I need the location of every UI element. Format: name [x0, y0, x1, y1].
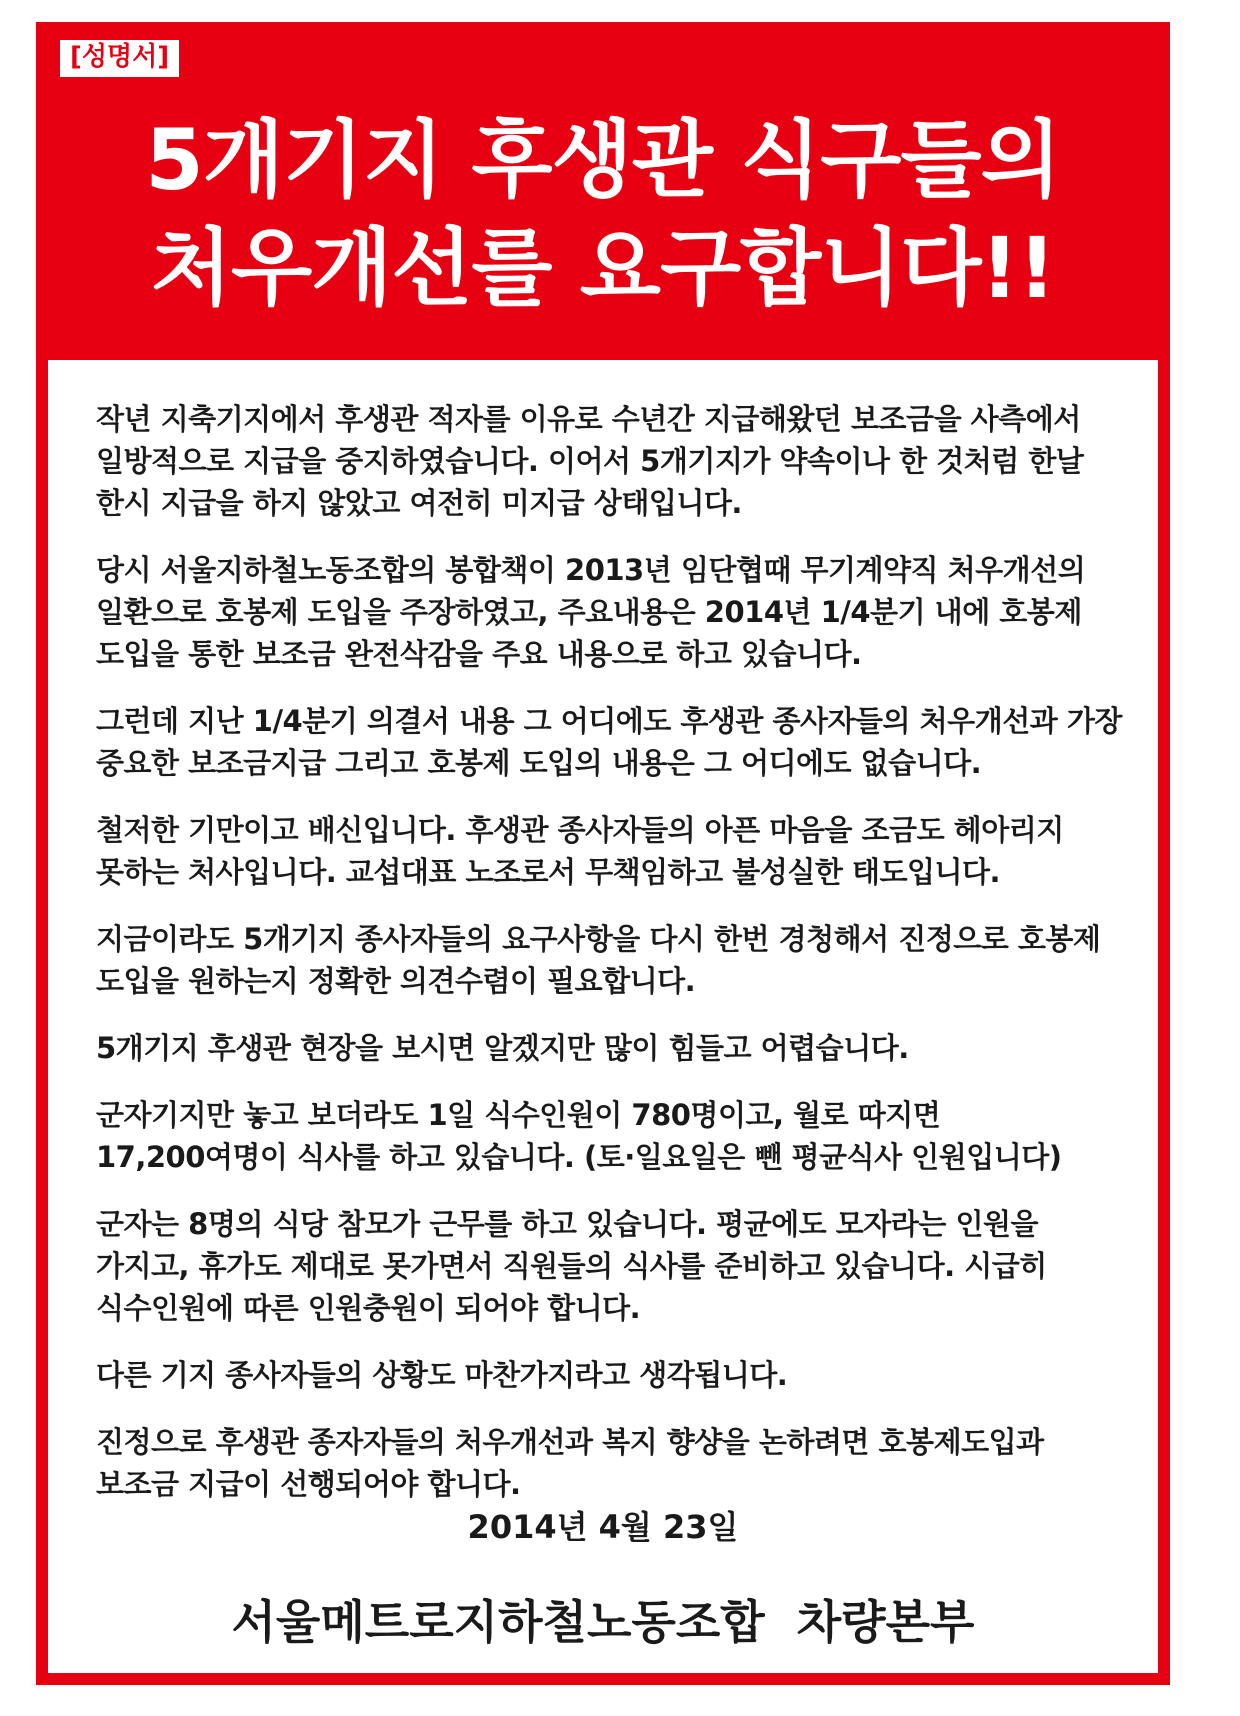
- statement-title: [48, 106, 1158, 322]
- statement-signature: 서울메트로지하철노동조합 차량본부: [231, 1595, 975, 1649]
- statement-body: [96, 398, 1126, 1530]
- statement-frame: [36, 22, 1170, 1685]
- paragraph-2: 당시 서울지하철노동조합의 봉합책이 2013년 임단협때 무기계약직 처우개선의 일환으로 호봉제 도입을 주장하였고, 주요내용은 2014년 1/4분기 내에 호봉제 도입을 통한 보조금 완전삭감을 주요 내용으로 하고 있습니다.: [96, 553, 1086, 671]
- paragraph-9: 다른 기지 종사자들의 상황도 마찬가지라고 생각됩니다.: [96, 1358, 788, 1392]
- paragraph-5: 지금이라도 5개기지 종사자들의 요구사항을 다시 한번 경청해서 진정으로 호봉제 도입을 원하는지 정확한 의견수렴이 필요합니다.: [96, 922, 1101, 998]
- statement-date: 2014년 4월 23일: [467, 1508, 739, 1546]
- statement-header: [48, 34, 1158, 360]
- statement-badge: [성명서]: [60, 40, 179, 77]
- title-line-2: 처우개선를 요구합니다!!: [150, 219, 1056, 317]
- paragraph-7: 군자기지만 놓고 보더라도 1일 식수인원이 780명이고, 월로 따지면 17,200여명이 식사를 하고 있습니다. (토·일요일은 뺀 평균식사 인원입니다): [96, 1098, 1062, 1174]
- paragraph-1: 작년 지축기지에서 후생관 적자를 이유로 수년간 지급해왔던 보조금을 사측에서 일방적으로 지급을 중지하였습니다. 이어서 5개기지가 약속이나 한 것처럼 한날 한시 지급을 하지 않았고 여전히 미지급 상태입니다.: [96, 402, 1084, 520]
- paragraph-4: 철저한 기만이고 배신입니다. 후생관 종사자들의 아픈 마음을 조금도 헤아리지 못하는 처사입니다. 교섭대표 노조로서 무책임하고 불성실한 태도입니다.: [96, 813, 1064, 889]
- paragraph-3: 그런데 지난 1/4분기 의결서 내용 그 어디에도 후생관 종사자들의 처우개선과 가장 중요한 보조금지급 그리고 호봉제 도입의 내용은 그 어디에도 없습니다.: [96, 704, 1122, 780]
- paragraph-6: 5개기지 후생관 현장을 보시면 알겠지만 많이 힘들고 어렵습니다.: [96, 1031, 909, 1065]
- paragraph-8: 군자는 8명의 식당 참모가 근무를 하고 있습니다. 평균에도 모자라는 인원을 가지고, 휴가도 제대로 못가면서 직원들의 식사를 준비하고 있습니다. 시급히 식수인원에 따른 인원충원이 되어야 합니다.: [96, 1207, 1047, 1325]
- title-line-1: 5개기지 후생관 식구들의: [145, 111, 1061, 209]
- paragraph-10: 진정으로 후생관 종자자들의 처우개선과 복지 향샹을 논하려면 호봉제도입과 보조금 지급이 선행되어야 합니다.: [96, 1425, 1044, 1501]
